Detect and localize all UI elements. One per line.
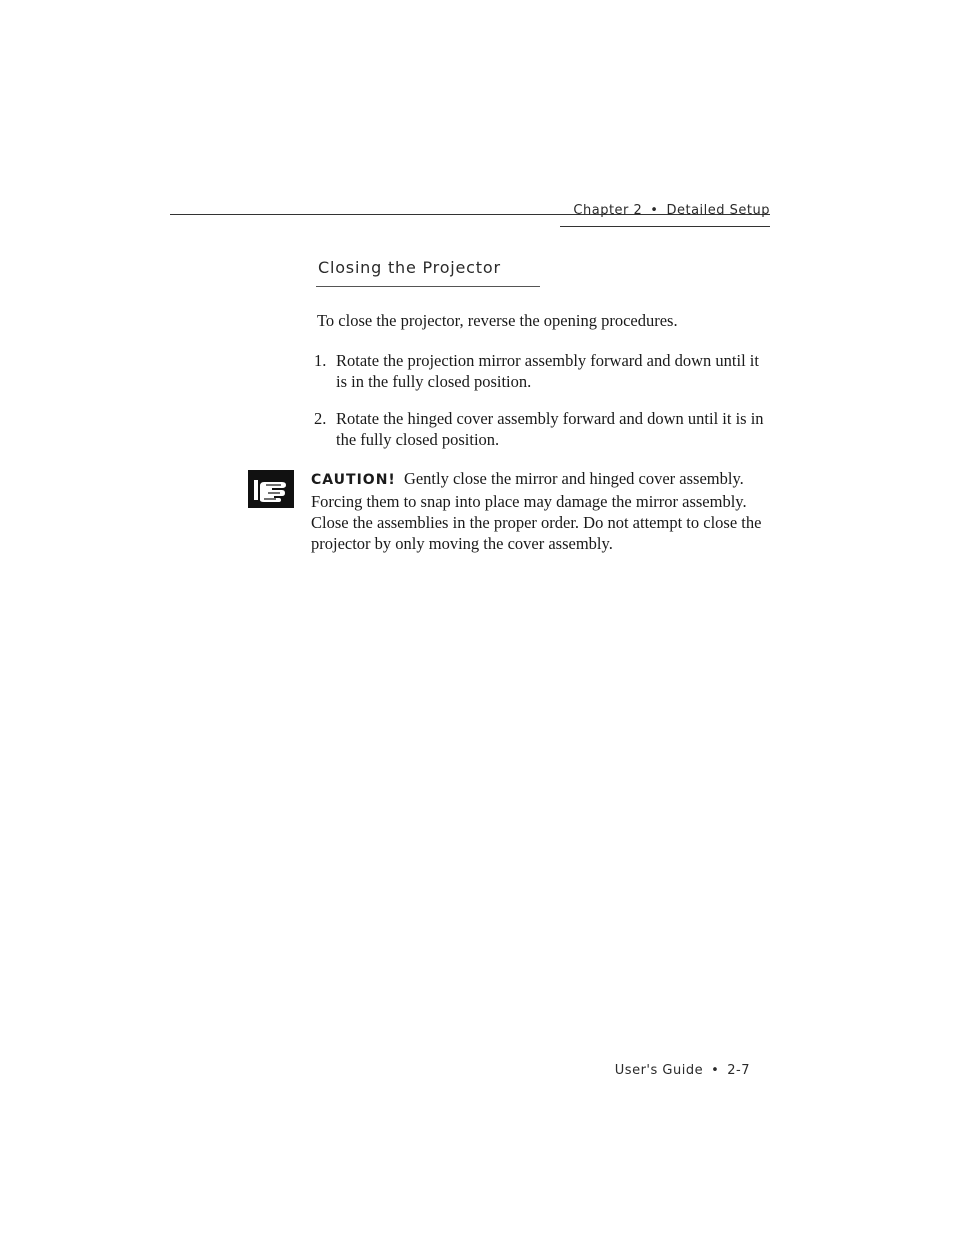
chapter-label: Chapter 2 (573, 203, 643, 218)
step-text: Rotate the hinged cover assembly forward and down until it is in the fully closed position. (336, 409, 764, 449)
running-head-underline (560, 226, 770, 227)
pointing-hand-icon (248, 470, 294, 508)
bullet-separator: • (711, 1063, 720, 1078)
list-item (314, 408, 764, 450)
step-text: Rotate the projection mirror assembly forward and down until it is in the fully closed position. (336, 351, 759, 391)
caution-text: Gently close the mirror and hinged cover assembly. Forcing them to snap into place may damage the mirror assembly. Close the assemblies in the proper order. Do not attempt to close the projector by only moving the cover assembly. (311, 469, 762, 553)
caution-label: CAUTION! (311, 472, 396, 488)
running-head (520, 203, 770, 218)
section-title: Closing the Projector (318, 258, 501, 277)
step-number: 1. (314, 351, 327, 370)
step-number: 2. (314, 409, 327, 428)
intro-paragraph: To close the projector, reverse the opening procedures. (317, 311, 678, 330)
guide-label: User's Guide (614, 1063, 704, 1078)
section-label: Detailed Setup (666, 203, 770, 218)
page-number: 2-7 (727, 1063, 750, 1078)
section-title-underline (316, 286, 540, 287)
bullet-separator: • (650, 203, 659, 218)
page-footer (560, 1063, 750, 1078)
caution-paragraph (311, 468, 766, 554)
list-item (314, 350, 764, 392)
